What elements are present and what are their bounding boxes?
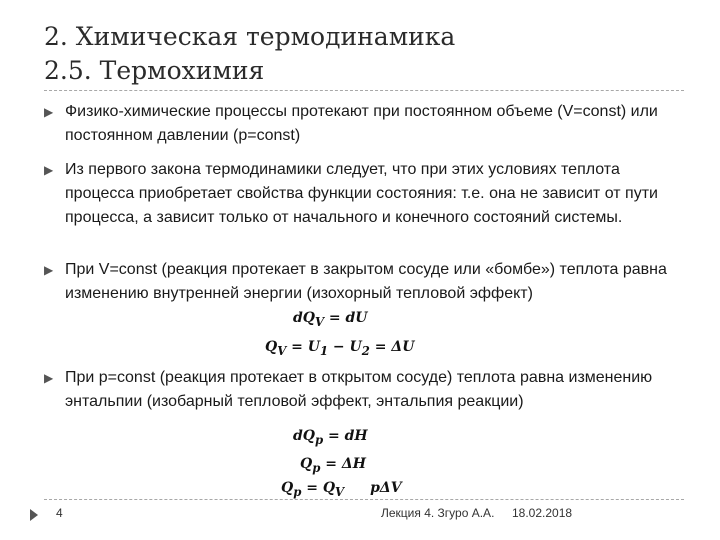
formula-qp: $Q_p = \Delta H$ <box>300 456 366 475</box>
title-line-2: 2.5. Термохимия <box>44 56 265 85</box>
formula-dqp: $dQ_p$ = dH <box>293 428 368 447</box>
triangle-right-icon: ▶ <box>44 263 54 277</box>
triangle-right-icon: ▶ <box>44 105 54 119</box>
bullet-text-4: При p=const (реакция протекает в открытом сосуде) теплота равна изменению энтальпии (изобарный тепловой эффект, энтальпия реакции) <box>65 369 653 410</box>
bullet-item-1 <box>44 100 684 148</box>
slide-marker-icon <box>30 509 38 521</box>
formula-qv: $Q_V = U_1 - U_2 = \Delta U$ <box>265 339 415 358</box>
bullet-text-3: При V=const (реакция протекает в закрытом сосуде или «бомбе») теплота равна изменению внутренней энергии (изохорный тепловой эффект) <box>65 261 667 302</box>
bullet-item-3 <box>44 258 684 306</box>
footer-divider <box>44 499 684 500</box>
bullet-item-4 <box>44 366 684 414</box>
page-number: 4 <box>56 506 63 520</box>
triangle-right-icon: ▶ <box>44 371 54 385</box>
footer-date: 18.02.2018 <box>512 506 573 520</box>
footer-lecture: Лекция 4. Згуро А.А. <box>381 506 495 520</box>
bullet-text-1: Физико-химические процессы протекают при постоянном объеме (V=const) или постоянном давлении (p=const) <box>65 103 658 144</box>
triangle-right-icon: ▶ <box>44 163 54 177</box>
title-line-1: 2. Химическая термодинамика <box>44 22 456 51</box>
slide-title <box>44 20 684 88</box>
formula-dqv: $dQ_V$ = dU <box>293 310 368 329</box>
formula-qp-qv: $Q_p = Q_V$ pΔV <box>281 480 402 499</box>
bullet-text-2: Из первого закона термодинамики следует, что при этих условиях теплота процесса приобретает свойства функции состояния: т.е. она не зависит от пути процесса, а зависит только от начального и конечного состояний системы. <box>65 161 658 226</box>
bullet-item-2 <box>44 158 684 230</box>
title-divider <box>44 90 684 91</box>
